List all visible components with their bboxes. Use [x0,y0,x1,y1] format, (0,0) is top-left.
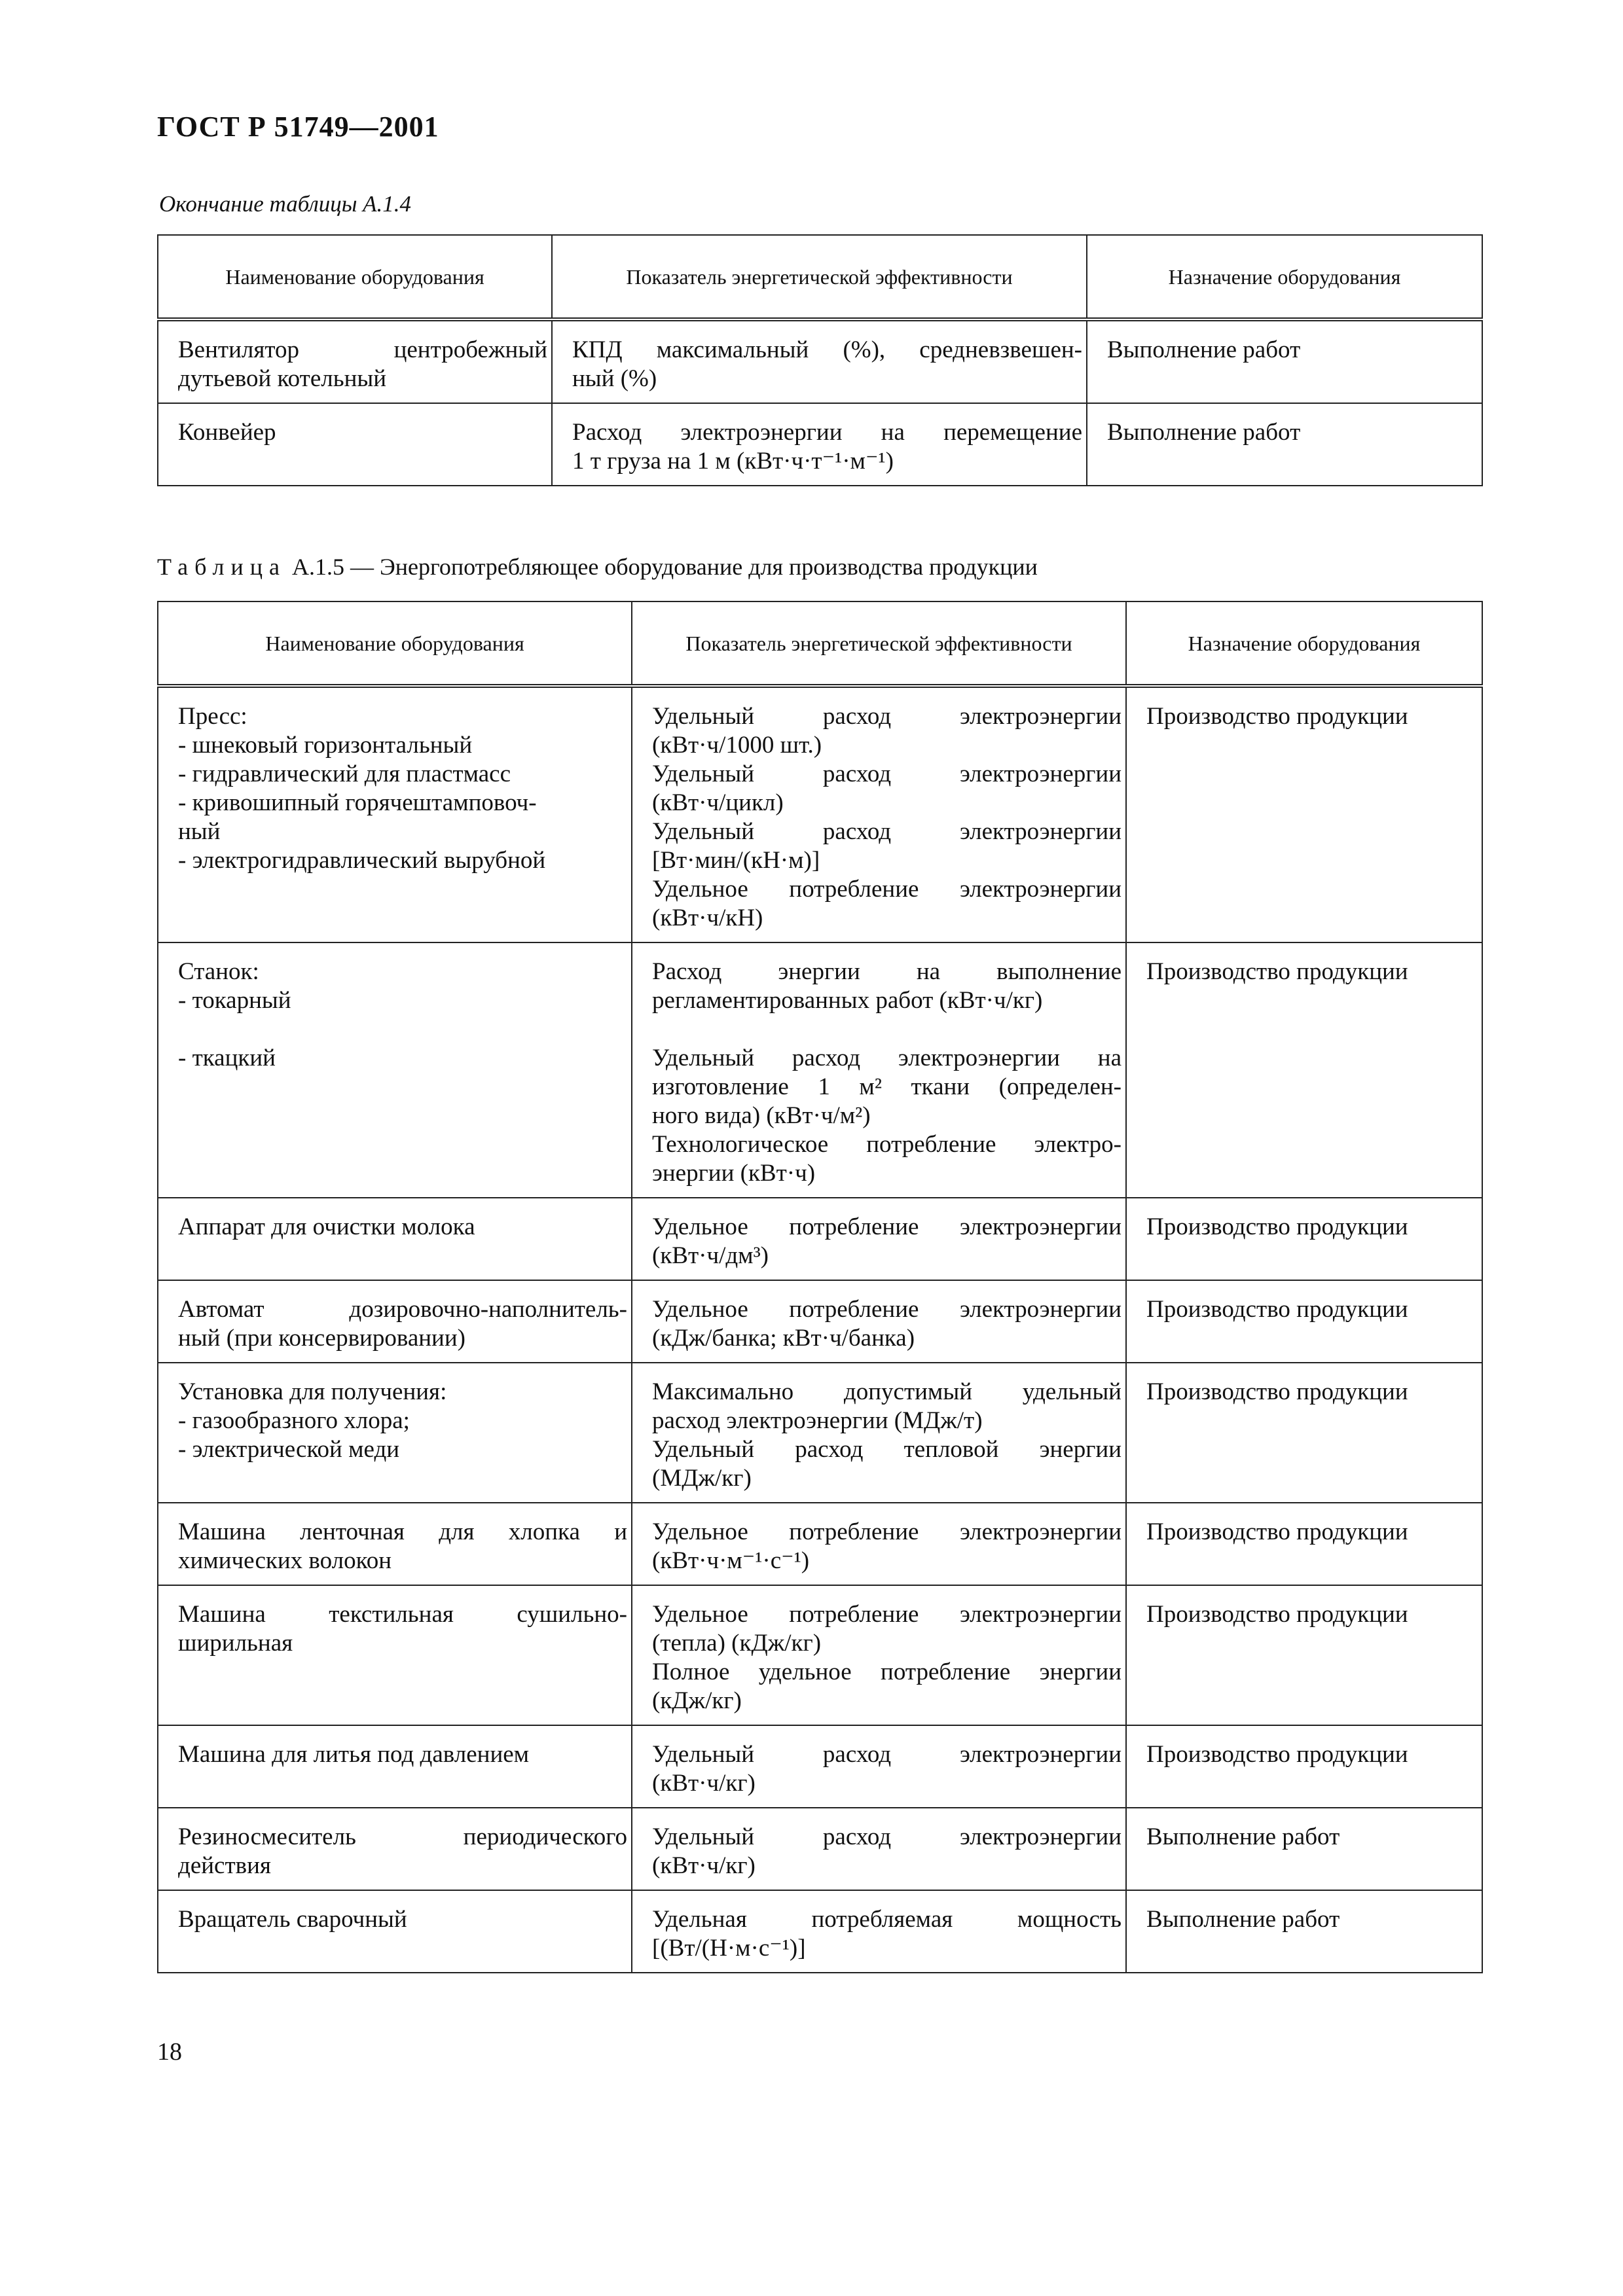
table-row [158,1198,1482,1280]
cell-line: Резиносмеситель периодического [178,1823,627,1850]
cell-line: - электрогидравлический вырубной [178,847,546,874]
cell-line: действия [178,1852,271,1879]
cell-line: Максимально допустимый удельный [652,1378,1122,1405]
table-a-1-4-end [157,234,1483,486]
cell-line: Вентилятор центробежный [178,336,547,363]
cell-line: Удельное потребление электроэнергии [652,1213,1122,1240]
cell-equipment-name [158,1725,632,1808]
cell-line: [(Вт/(Н·м·с⁻¹)] [652,1935,806,1962]
cell-efficiency-indicator [552,403,1087,486]
cell-equipment-purpose: Выполнение работ [1126,1890,1482,1973]
cell-line: Машина для литья под давлением [178,1741,530,1768]
col-header-indicator: Показатель энергетической эффективности [552,235,1087,319]
cell-line: Удельная потребляемая мощность [652,1906,1122,1933]
cell-efficiency-indicator [632,942,1126,1198]
cell-line: ный [178,818,221,845]
cell-line: - токарный [178,987,291,1014]
cell-efficiency-indicator [632,1503,1126,1585]
cell-line: Конвейер [178,419,276,446]
table-row [158,1808,1482,1890]
cell-equipment-purpose: Производство продукции [1126,1503,1482,1585]
table-row [158,319,1482,403]
cell-line: ный (%) [572,365,657,392]
cell-line: Аппарат для очистки молока [178,1213,475,1240]
cell-equipment-name [158,1363,632,1503]
cell-efficiency-indicator [632,1585,1126,1725]
cell-line: Полное удельное потребление энергии [652,1659,1122,1685]
cell-equipment-name [158,1503,632,1585]
cell-equipment-purpose: Производство продукции [1126,1585,1482,1725]
cell-equipment-purpose: Выполнение работ [1126,1808,1482,1890]
cell-line: [Вт·мин/(кН·м)] [652,847,820,874]
cell-line: - газообразного хлора; [178,1407,410,1434]
cell-equipment-purpose: Производство продукции [1126,1198,1482,1280]
cell-equipment-purpose: Выполнение работ [1087,319,1482,403]
cell-line: - шнековый горизонтальный [178,732,473,759]
col-header-purpose: Назначение оборудования [1087,235,1482,319]
cell-line: (кВт·ч/цикл) [652,789,784,816]
cell-line: Удельный расход тепловой энергии [652,1436,1122,1463]
cell-equipment-purpose: Производство продукции [1126,1363,1482,1503]
cell-efficiency-indicator [632,1725,1126,1808]
table2-header-row [158,601,1482,686]
cell-line: ного вида) (кВт·ч/м²) [652,1102,871,1129]
cell-equipment-name [158,1198,632,1280]
cell-line: Станок: [178,958,259,985]
cell-efficiency-indicator [632,1890,1126,1973]
cell-line: ный (при консервировании) [178,1325,465,1352]
cell-line-gap [178,1015,627,1044]
cell-equipment-purpose: Производство продукции [1126,686,1482,942]
table-row [158,942,1482,1198]
cell-line: (кВт·ч/1000 шт.) [652,732,822,759]
cell-line: Удельное потребление электроэнергии [652,1601,1122,1628]
cell-line: (кВт·ч·м⁻¹·с⁻¹) [652,1547,810,1574]
cell-line: 1 т груза на 1 м (кВт·ч·т⁻¹·м⁻¹) [572,448,894,475]
col-header-indicator: Показатель энергетической эффективности [632,601,1126,686]
cell-line: расход электроэнергии (МДж/т) [652,1407,983,1434]
cell-line: дутьевой котельный [178,365,387,392]
cell-line: (тепла) (кДж/кг) [652,1630,822,1657]
cell-line: химических волокон [178,1547,392,1574]
cell-line: Технологическое потребление электро- [652,1131,1122,1158]
col-header-name: Наименование оборудования [158,235,552,319]
cell-line: Удельный расход электроэнергии [652,761,1122,787]
cell-line: Удельное потребление электроэнергии [652,876,1122,903]
cell-line: Удельный расход электроэнергии на [652,1045,1122,1071]
cell-equipment-name [158,1890,632,1973]
cell-equipment-purpose: Производство продукции [1126,1280,1482,1363]
cell-equipment-name [158,403,552,486]
cell-efficiency-indicator [632,1280,1126,1363]
table1-caption: Окончание таблицы А.1.4 [159,191,412,217]
table-row [158,686,1482,942]
cell-line: Удельный расход электроэнергии [652,1741,1122,1768]
cell-equipment-name [158,1280,632,1363]
cell-efficiency-indicator [632,1808,1126,1890]
cell-line: изготовление 1 м² ткани (определен- [652,1073,1122,1100]
cell-equipment-name [158,686,632,942]
table2-caption [157,553,1038,581]
table-row [158,1585,1482,1725]
col-header-name: Наименование оборудования [158,601,632,686]
cell-line: Расход электроэнергии на перемещение [572,419,1082,446]
table-row [158,1890,1482,1973]
cell-line: - ткацкий [178,1045,276,1071]
cell-line: энергии (кВт·ч) [652,1160,816,1187]
col-header-purpose: Назначение оборудования [1126,601,1482,686]
cell-line: (кВт·ч/дм³) [652,1242,769,1269]
cell-line: (кВт·ч/кг) [652,1852,756,1879]
cell-line: Пресс: [178,703,247,730]
table2-body [158,686,1482,1973]
cell-line: (МДж/кг) [652,1465,752,1492]
cell-line: Расход энергии на выполнение [652,958,1122,985]
cell-line: (кВт·ч/кН) [652,905,763,931]
cell-equipment-name [158,942,632,1198]
cell-line: Машина текстильная сушильно- [178,1601,627,1628]
cell-equipment-name [158,319,552,403]
cell-efficiency-indicator [632,1198,1126,1280]
table-row [158,1280,1482,1363]
cell-line: Удельное потребление электроэнергии [652,1518,1122,1545]
cell-line: Удельный расход электроэнергии [652,1823,1122,1850]
cell-equipment-purpose: Выполнение работ [1087,403,1482,486]
document-header: ГОСТ Р 51749—2001 [157,111,439,143]
cell-line: КПД максимальный (%), средневзвешен- [572,336,1082,363]
page-number: 18 [157,2038,182,2066]
cell-equipment-purpose: Производство продукции [1126,942,1482,1198]
cell-line: Удельный расход электроэнергии [652,818,1122,845]
table1-header-row [158,235,1482,319]
table-a-1-5 [157,601,1483,1973]
cell-line: ширильная [178,1630,293,1657]
table1-body [158,319,1482,486]
table-row [158,403,1482,486]
cell-line: - кривошипный горячештамповоч- [178,789,537,816]
cell-line: регламентированных работ (кВт·ч/кг) [652,987,1043,1014]
cell-efficiency-indicator [632,1363,1126,1503]
table-row [158,1503,1482,1585]
cell-line-gap [652,1015,1122,1044]
cell-line: Вращатель сварочный [178,1906,407,1933]
cell-line: Автомат дозировочно-наполнитель- [178,1296,627,1323]
cell-equipment-purpose: Производство продукции [1126,1725,1482,1808]
cell-line: (кВт·ч/кг) [652,1770,756,1797]
cell-efficiency-indicator [632,686,1126,942]
cell-efficiency-indicator [552,319,1087,403]
cell-line: (кДж/кг) [652,1687,742,1714]
cell-line: Удельное потребление электроэнергии [652,1296,1122,1323]
table2-caption-prefix: Таблица [157,554,286,580]
cell-equipment-name [158,1585,632,1725]
cell-line: Удельный расход электроэнергии [652,703,1122,730]
cell-line: - гидравлический для пластмасс [178,761,511,787]
cell-line: (кДж/банка; кВт·ч/банка) [652,1325,915,1352]
cell-line: Машина ленточная для хлопка и [178,1518,627,1545]
cell-line: Установка для получения: [178,1378,447,1405]
cell-equipment-name [158,1808,632,1890]
table2-caption-text: А.1.5 — Энергопотребляющее оборудование для производства продукции [291,554,1038,580]
table-row [158,1363,1482,1503]
table-row [158,1725,1482,1808]
cell-line: - электрической меди [178,1436,400,1463]
